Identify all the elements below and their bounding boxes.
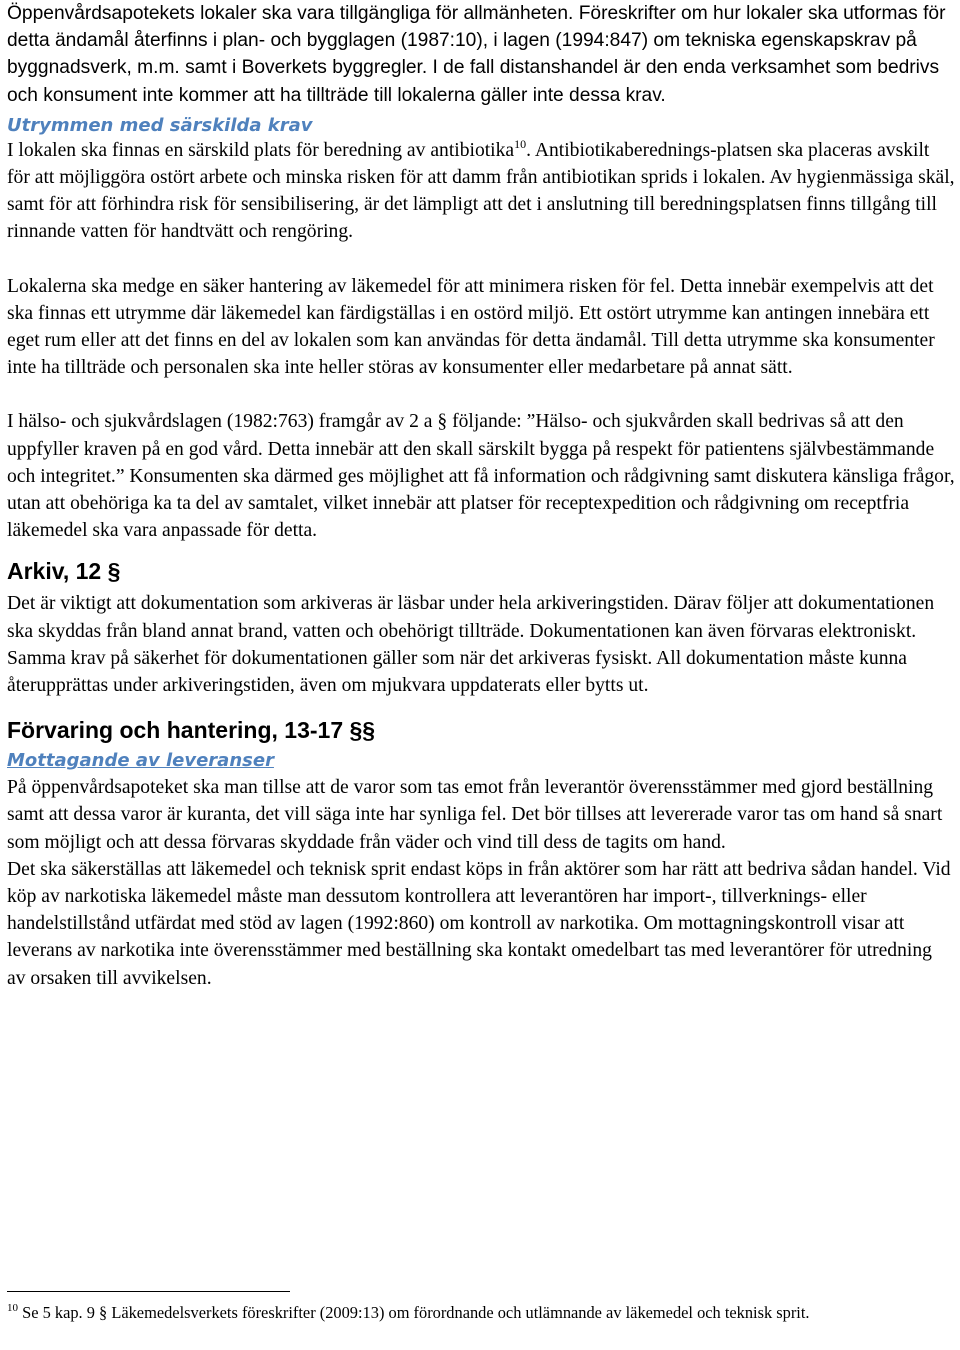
- paragraph-spacer: [7, 381, 955, 408]
- deliveries-paragraph: På öppenvårdsapoteket ska man tillse att de varor som tas emot från leverantör överensstämmer med gjord beställning samt att dessa varor är kuranta, det vill säga inte har synliga fel. Det bör tillses att levererade varor tas om hand så snart som möjligt och att dessa förvaras skyddade från väder och vind till dess de tagits om hand.: [7, 777, 943, 853]
- paragraph-spacer: [7, 246, 955, 273]
- safe-handling-paragraph: Lokalerna ska medge en säker hantering av läkemedel för att minimera risken för fel. Detta innebär exempelvis att det ska finnas ett utrymme där läkemedel kan färdigställas i en ostörd miljö. Ett ostört utrymme kan antingen innebära ett eget rum eller att det finns en del av lokalen som kan användas för detta ändamål. Till detta utrymme ska konsumenter inte ha tillträde och personalen ska inte heller störas av konsumenter eller medarbetare på annat sätt.: [7, 275, 935, 379]
- health-law-paragraph: I hälso- och sjukvårdslagen (1982:763) framgår av 2 a § följande: ”Hälso- och sjukvården skall bedrivas så att den uppfyller kraven på en god vård. Detta innebär att den skall särskilt bygga på respekt för patientens självbestämmande och integritet.” Konsumenten ska därmed ges möjlighet att få information och rådgivning samt diskutera känsliga frågor, utan att obehöriga ka ta del av samtalet, vilket innebär att platser för receptexpedition och rådgivning om receptfria läkemedel ska vara anpassade för detta.: [7, 411, 955, 542]
- storage-heading: Förvaring och hantering, 13-17 §§: [7, 717, 376, 744]
- footnote-separator: [7, 1291, 290, 1292]
- suppliers-paragraph: Det ska säkerställas att läkemedel och teknisk sprit endast köps in från aktörer som har rätt att bedriva sådan handel. Vid köp av narkotiska läkemedel måste man dessutom kontrollera att leverantören har import-, tillverknings- eller handelstillstånd utfärdat med stöd av lagen (1992:860) om kontroll av narkotika. Om mottagningskontroll visar att leverans av narkotika inte överensstämmer med beställning ska kontakt omedelbart tas med leverantörer för utredning av orsaken till avvikelsen.: [7, 858, 951, 989]
- deliveries-subheading: Mottagande av leveranser: [7, 750, 274, 772]
- antibiotics-paragraph: [7, 137, 955, 246]
- archive-heading: Arkiv, 12 §: [7, 558, 121, 585]
- intro-paragraph: Öppenvårdsapotekets lokaler ska vara tillgängliga för allmänheten. Föreskrifter om hur lokaler ska utformas för detta ändamål återfinns i plan- och bygglagen (1987:10), i lagen (1994:847) om tekniska egenskapskrav på byggnadsverk, m.m. samt i Boverkets byggregler. I de fall distanshandel är den enda verksamhet som bedrivs och konsument inte kommer att ha tillträde till lokalerna gäller inte dessa krav.: [7, 3, 946, 106]
- archive-paragraph: Det är viktigt att dokumentation som arkiveras är läsbar under hela arkiveringstiden. Därav följer att dokumentationen ska skyddas från bland annat brand, vatten och obehörigt tillträde. Dokumentationen kan även förvaras elektroniskt. Samma krav på säkerhet för dokumentationen gäller som när det arkiveras fysiskt. All dokumentation måste kunna återupprättas under arkiveringstiden, även om mjukvara uppdaterats eller bytts ut.: [7, 593, 935, 697]
- antibiotics-text-start: I lokalen ska finnas en särskild plats för beredning av antibiotika: [7, 139, 515, 161]
- antibiotics-text-end: . Antibiotikaberednings-platsen ska placeras avskilt för att möjliggöra ostört arbete och minska risken för att damm från antibiotikan sprids i lokalen. Av hygienmässiga skäl, samt för att förhindra risk för sensibilisering, är det lämpligt att det i anslutning till beredningsplatsen finns tillgång till rinnande vatten för handtvätt och rengöring.: [7, 139, 955, 243]
- footnote: [7, 1300, 947, 1325]
- footnote-reference[interactable]: 10: [514, 136, 527, 151]
- footnote-number: 10: [7, 1302, 18, 1314]
- footnote-text: Se 5 kap. 9 § Läkemedelsverkets föreskrifter (2009:13) om förordnande och utlämnande av läkemedel och teknisk sprit.: [18, 1303, 810, 1322]
- special-rooms-heading: Utrymmen med särskilda krav: [7, 114, 313, 136]
- document-page: [7, 0, 955, 992]
